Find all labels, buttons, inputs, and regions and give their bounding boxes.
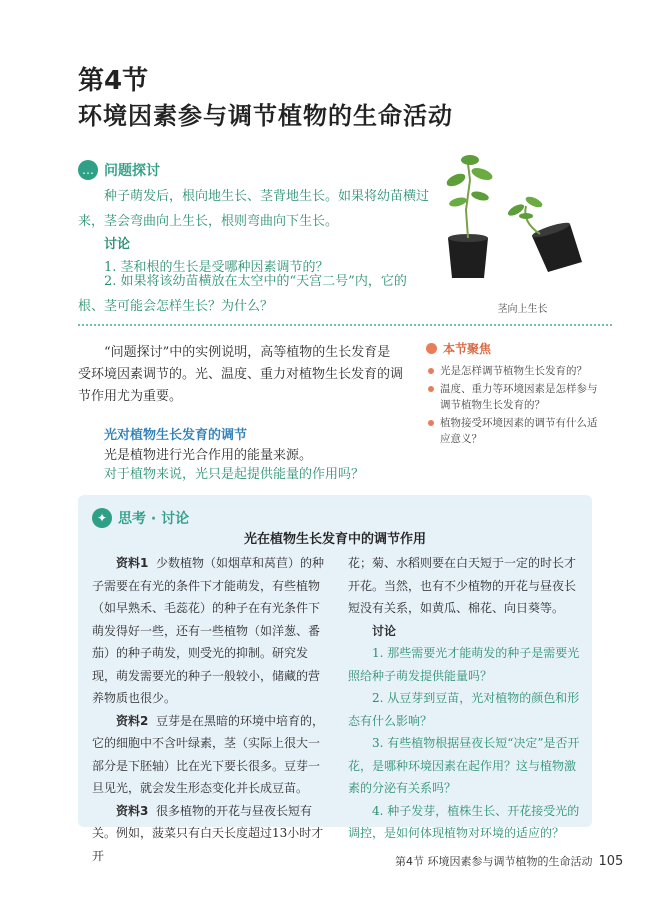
material-1-label: 资料1 (116, 556, 149, 570)
seedling-photo (430, 150, 615, 300)
material-1 (92, 552, 327, 710)
think-left-column (92, 552, 327, 867)
think-question: 2. 从豆芽到豆苗，光对植物的颜色和形态有什么影响？ (348, 691, 580, 728)
material-3-label: 资料3 (116, 803, 149, 818)
think-badge-label: 思考 · 讨论 (118, 511, 190, 527)
tilted-seedling-illustration (506, 195, 582, 272)
page-footer (395, 853, 623, 869)
section-title: 环境因素参与调节植物的生命活动 (78, 102, 453, 130)
lightbulb-icon: ✦ (92, 508, 112, 528)
problem-question-2: 2. 如果将该幼苗横放在太空中的“天宫二号”内，它的根、茎可能会怎样生长？为什么？ (78, 274, 407, 314)
think-question: 3. 有些植物根据昼夜长短“决定”是否开花，是哪种环境因素在起作用？这与植物激素的分泌有关系吗？ (348, 736, 580, 795)
think-discuss-heading: 讨论 (372, 623, 397, 638)
light-section-line2: 对于植物来说，光只是起提供能量的作用吗？ (104, 467, 365, 482)
focus-item: 植物接受环境因素的调节有什么适应意义？ (426, 415, 602, 447)
think-question: 1. 那些需要光才能萌发的种子是需要光照给种子萌发提供能量吗？ (348, 646, 580, 683)
problem-badge-label: 问题探讨 (104, 163, 160, 179)
footer-text: 第4节 环境因素参与调节植物的生命活动 (395, 855, 593, 868)
material-2-text: 豆芽是在黑暗的环境中培育的，它的细胞中不含叶绿素，茎（实际上很大一部分是下胚轴）比在光下要长很多。豆芽一旦见光，就会发生形态变化并长成豆苗。 (92, 713, 325, 795)
speech-bubble-icon: … (78, 160, 98, 180)
problem-discuss-heading: 讨论 (104, 237, 131, 252)
material-3 (92, 800, 327, 868)
photo-caption: 茎向上生长 (497, 304, 548, 315)
material-3-continued: 花；菊、水稻则要在白天短于一定的时长才开花。当然，也有不少植物的开花与昼夜长短没有关系，如黄瓜、棉花、向日葵等。 (348, 556, 577, 615)
light-section-heading: 光对植物生长发育的调节 (104, 428, 248, 443)
think-right-column (348, 552, 580, 845)
material-2-label: 资料2 (116, 713, 149, 728)
material-1-text: 少数植物（如烟草和莴苣）的种子需要在有光的条件下才能萌发，有些植物（如早熟禾、毛蕊花）的种子在有光条件下萌发得好一些，还有一些植物（如洋葱、番茄）的种子萌发，则受光的抑制。研究发现，萌发需要光的种子一般较小，储藏的营养物质也很少。 (92, 556, 325, 705)
focus-heading: 本节聚焦 (443, 342, 492, 356)
material-3-text: 很多植物的开花与昼夜长短有关。例如，菠菜只有白天长度超过13小时才开 (92, 803, 324, 863)
light-section-line1: 光是植物进行光合作用的能量来源。 (104, 448, 313, 463)
problem-badge (78, 160, 160, 180)
think-badge (92, 508, 189, 528)
page-number: 105 (598, 854, 624, 869)
focus-sidebar (426, 340, 602, 449)
focus-item: 光是怎样调节植物生长发育的？ (426, 363, 602, 379)
think-box-title: 光在植物生长发育中的调节作用 (243, 532, 426, 547)
upright-seedling-illustration (445, 155, 494, 278)
problem-intro: 种子萌发后，根向地生长、茎背地生长。如果将幼苗横过来，茎会弯曲向上生长，根则弯曲向下生长。 (78, 189, 430, 229)
think-question: 4. 种子发芽，植株生长、开花接受光的调控，是如何体现植物对环境的适应的？ (348, 803, 580, 840)
problem-question-1: 1. 茎和根的生长是受哪种因素调节的？ (104, 260, 329, 275)
material-2 (92, 710, 327, 800)
focus-dot-icon (426, 343, 437, 354)
focus-item: 温度、重力等环境因素是怎样参与调节植物生长发育的？ (426, 381, 602, 413)
intro-paragraph: “问题探讨”中的实例说明，高等植物的生长发育是受环境因素调节的。光、温度、重力对植物生长发育的调节作用尤为重要。 (78, 345, 404, 404)
section-divider (78, 324, 612, 326)
section-number: 第4节 (78, 66, 149, 96)
